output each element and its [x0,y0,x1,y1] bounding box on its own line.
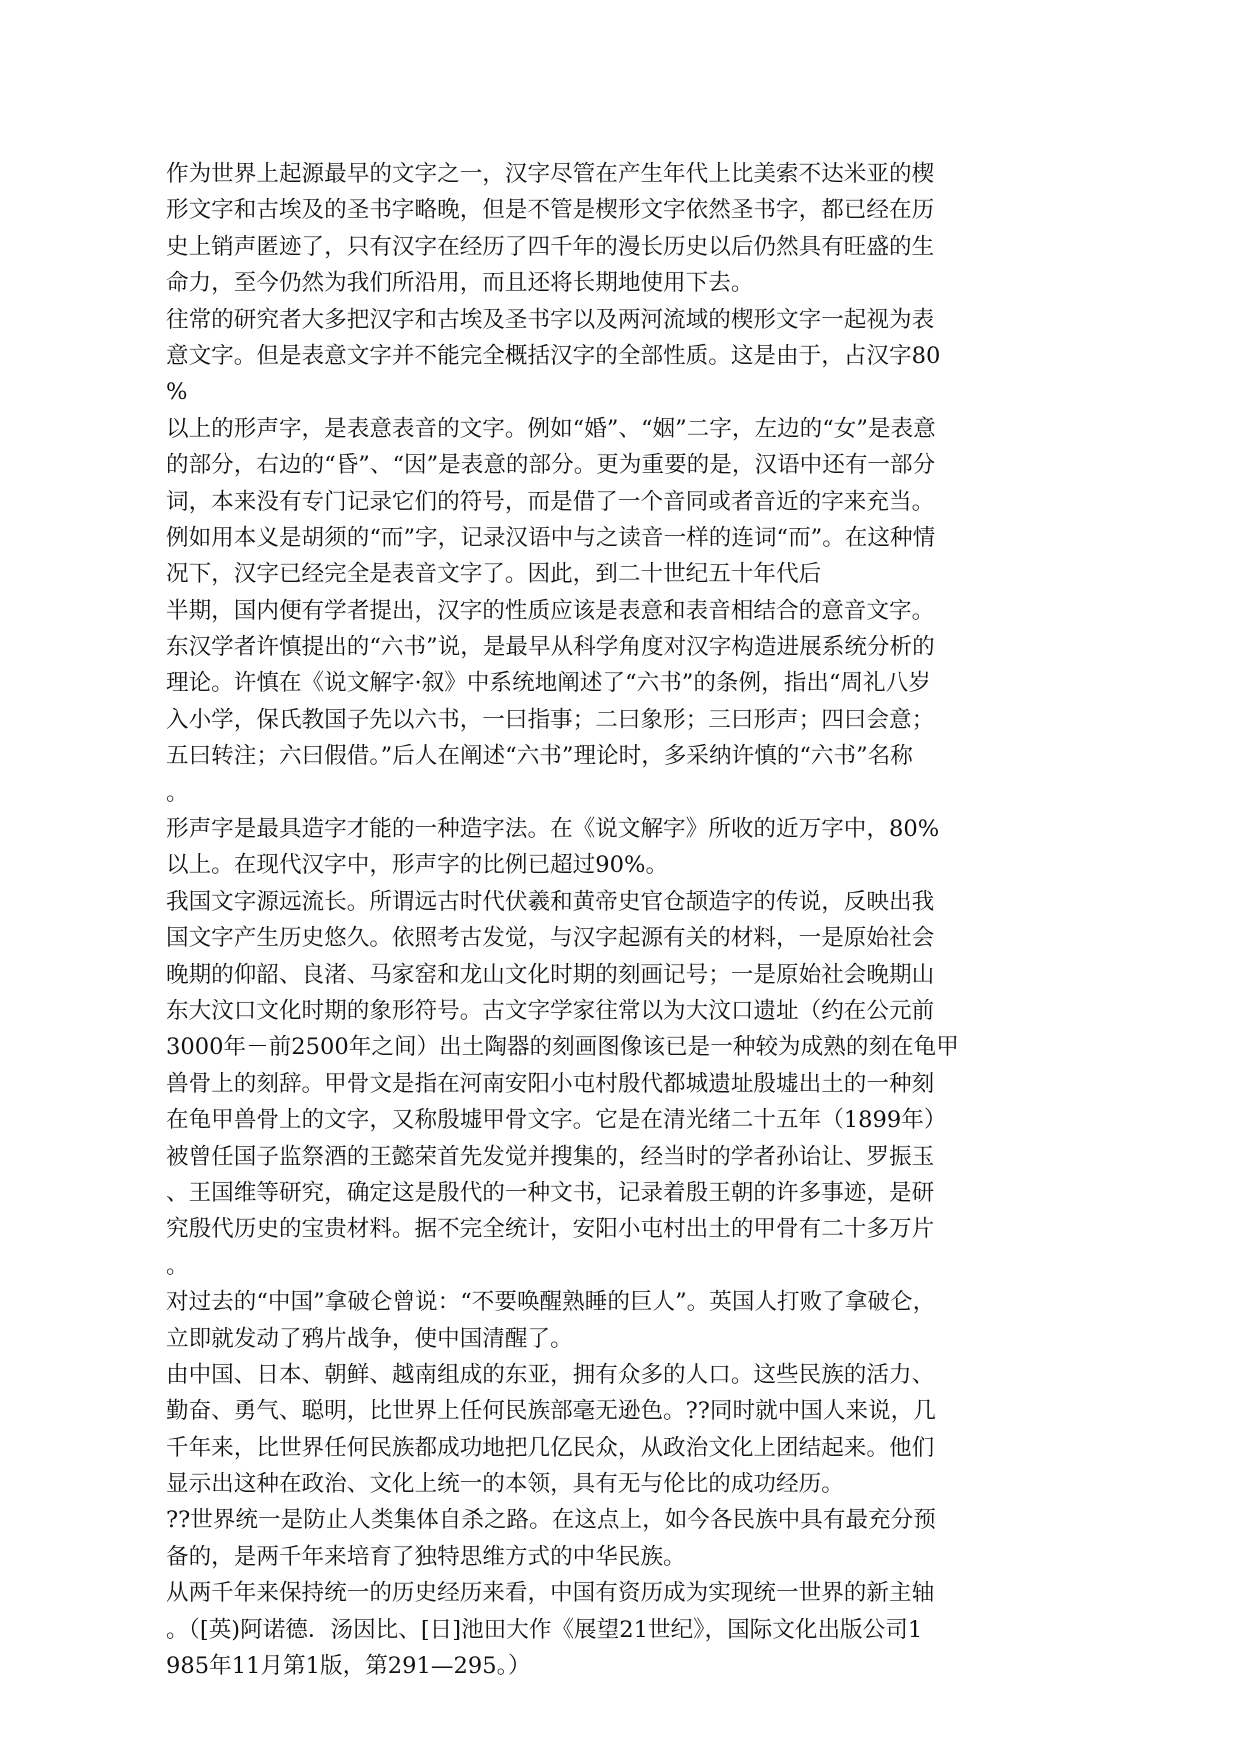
text-line: % [166,379,188,406]
text-line: 我国文字源远流长。所谓远古时代伏羲和黄帝史官仓颉造字的传说，反映出我 [166,888,935,915]
text-line: 千年来，比世界任何民族都成功地把几亿民众，从政治文化上团结起来。他们 [166,1434,935,1461]
text-line: 况下，汉字已经完全是表音文字了。因此，到二十世纪五十年代后 [166,561,822,588]
text-line: 对过去的“中国”拿破仑曾说：“不要唤醒熟睡的巨人”。英国人打败了拿破仑， [166,1289,936,1316]
text-line: 理论。许慎在《说文解字·叙》中系统地阐述了“六书”的条例，指出“周礼八岁 [166,670,931,697]
text-line: 晚期的仰韶、良渚、马家窑和龙山文化时期的刻画记号；一是原始社会晚期山 [166,961,935,988]
text-line: 在龟甲兽骨上的文字，又称殷墟甲骨文字。它是在清光绪二十五年（1899年） [166,1107,947,1134]
text-line: 由中国、日本、朝鲜、越南组成的东亚，拥有众多的人口。这些民族的活力、 [166,1361,935,1388]
text-line: 作为世界上起源最早的文字之一，汉字尽管在产生年代上比美索不达米亚的楔 [166,161,935,187]
text-line: 命力，至今仍然为我们所沿用，而且还将长期地使用下去。 [166,270,754,297]
text-line: 勤奋、勇气、聪明，比世界上任何民族部毫无逊色。??同时就中国人来说，几 [166,1398,936,1425]
text-line: ??世界统一是防止人类集体自杀之路。在这点上，如今各民族中具有最充分预 [166,1507,936,1534]
text-line: 3000年－前2500年之间）出土陶器的刻画图像该已是一种较为成熟的刻在龟甲 [166,1034,959,1061]
text-line: 入小学，保氏教国子先以六书，一曰指事；二曰象形；三曰形声；四曰会意； [166,706,935,733]
text-line: 备的，是两千年来培育了独特思维方式的中华民族。 [166,1543,686,1570]
text-line: 东汉学者许慎提出的“六书”说，是最早从科学角度对汉字构造进展系统分析的 [166,634,935,661]
text-line: 意文字。但是表意文字并不能完全概括汉字的全部性质。这是由于，占汉字80 [166,342,941,369]
text-line: 以上的形声字，是表意表音的文字。例如“婚”、“姻”二字，左边的“女”是表意 [166,415,936,442]
text-line: 形文字和古埃及的圣书字略晚，但是不管是楔形文字依然圣书字，都已经在历 [166,197,935,224]
text-line: 被曾任国子监祭酒的王懿荣首先发觉并搜集的，经当时的学者孙诒让、罗振玉 [166,1143,935,1170]
text-line: 例如用本义是胡须的“而”字，记录汉语中与之读音一样的连词“而”。在这种情 [166,524,936,551]
text-line: 形声字是最具造字才能的一种造字法。在《说文解字》所收的近万字中，80% [166,816,940,843]
document-body [166,156,1086,1684]
text-line: 以上。在现代汉字中，形声字的比例已超过90%。 [166,852,669,879]
text-line: 史上销声匿迹了，只有汉字在经历了四千年的漫长历史以后仍然具有旺盛的生 [166,233,935,260]
text-line: 五曰转注；六曰假借。”后人在阐述“六书”理论时，多采纳许慎的“六书”名称 [166,743,913,770]
text-line: 的部分，右边的“昏”、“因”是表意的部分。更为重要的是，汉语中还有一部分 [166,452,936,479]
text-line: 国文字产生历史悠久。依照考古发觉，与汉字起源有关的材料，一是原始社会 [166,925,935,952]
text-line: 985年11月第1版，第291—295。） [166,1653,531,1680]
text-line: 半期，国内便有学者提出，汉字的性质应该是表意和表音相结合的意音文字。 [166,597,935,624]
text-line: 往常的研究者大多把汉字和古埃及圣书字以及两河流域的楔形文字一起视为表 [166,306,935,333]
text-line: 兽骨上的刻辞。甲骨文是指在河南安阳小屯村殷代都城遗址殷墟出土的一种刻 [166,1070,935,1097]
text-line: 从两千年来保持统一的历史经历来看，中国有资历成为实现统一世界的新主轴 [166,1580,935,1607]
text-line: 。 [166,779,189,806]
text-line: 词，本来没有专门记录它们的符号，而是借了一个音同或者音近的字来充当。 [166,488,935,515]
text-line: 。 [166,1252,189,1279]
text-line: 东大汶口文化时期的象形符号。古文字学家往常以为大汶口遗址（约在公元前 [166,997,935,1024]
text-line: 究殷代历史的宝贵材料。据不完全统计，安阳小屯村出土的甲骨有二十多万片 [166,1216,935,1243]
text-line: 立即就发动了鸦片战争，使中国清醒了。 [166,1325,573,1352]
text-line: 、王国维等研究，确定这是殷代的一种文书，记录着殷王朝的许多事迹，是研 [166,1179,935,1206]
text-line: 显示出这种在政治、文化上统一的本领，具有无与伦比的成功经历。 [166,1471,844,1498]
text-line: 。（[英)阿诺德．汤因比、[日]池田大作《展望21世纪》，国际文化出版公司1 [166,1616,923,1643]
